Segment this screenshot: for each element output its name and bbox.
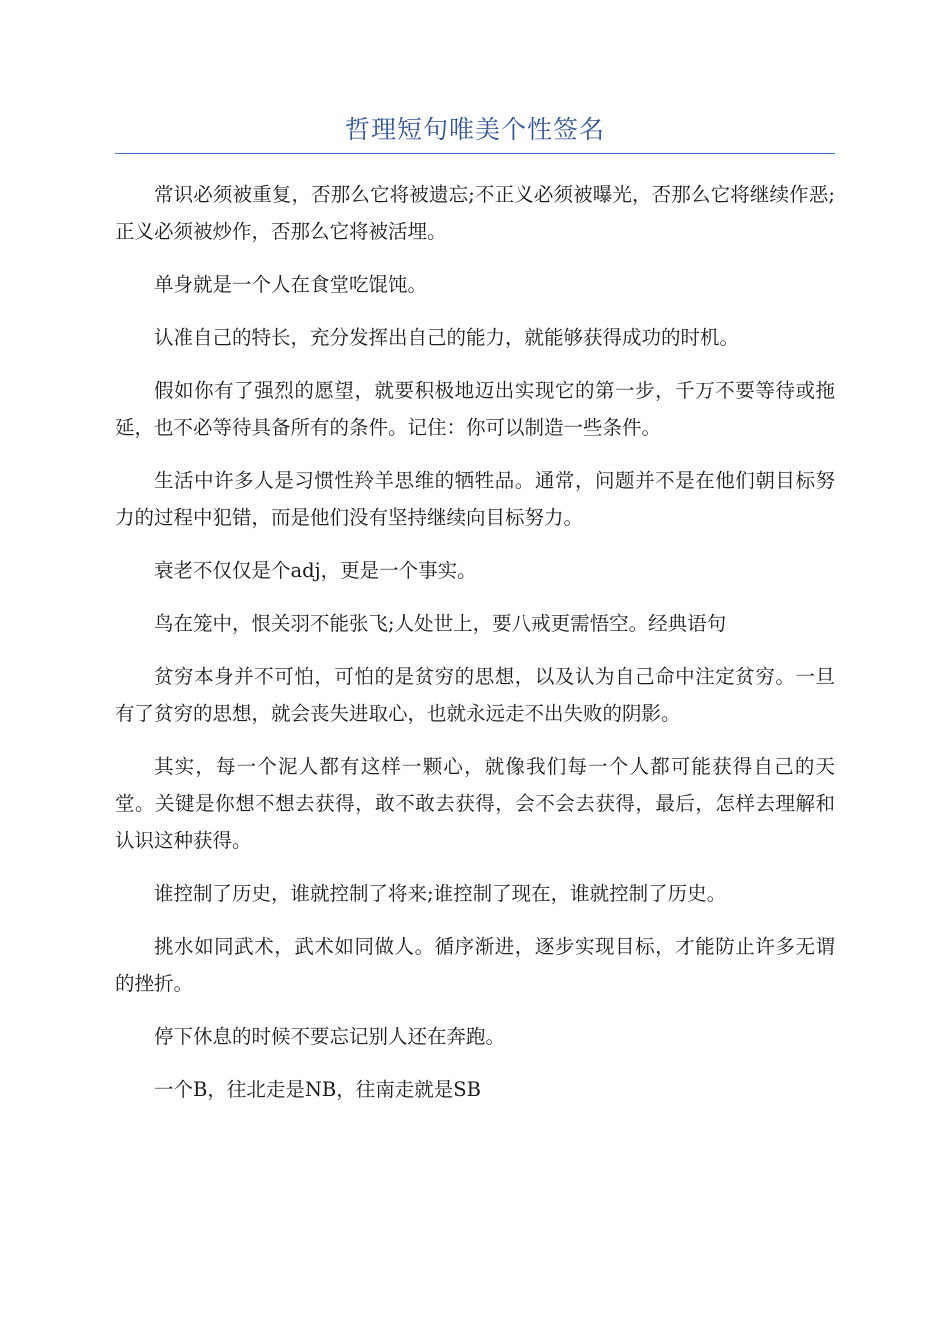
document-title: 哲理短句唯美个性签名 — [344, 115, 605, 144]
document-body — [115, 176, 835, 1124]
paragraph-11: 挑水如同武术，武术如同做人。循序渐进，逐步实现目标，才能防止许多无谓的挫折。 — [115, 935, 835, 995]
paragraph-13: 一个B，往北走是NB，往南走就是SB — [154, 1078, 481, 1101]
paragraph-6: 衰老不仅仅是个adj，更是一个事实。 — [154, 559, 477, 582]
paragraph-3: 认准自己的特长，充分发挥出自己的能力，就能够获得成功的时机。 — [154, 326, 740, 349]
paragraph-4: 假如你有了强烈的愿望，就要积极地迈出实现它的第一步，千万不要等待或拖延，也不必等待具备所有的条件。记住：你可以制造一些条件。 — [115, 379, 835, 439]
paragraph-5: 生活中许多人是习惯性羚羊思维的牺牲品。通常，问题并不是在他们朝目标努力的过程中犯错，而是他们没有坚持继续向目标努力。 — [115, 469, 835, 529]
paragraph-12: 停下休息的时候不要忘记别人还在奔跑。 — [154, 1025, 506, 1048]
paragraph-10: 谁控制了历史，谁就控制了将来;谁控制了现在，谁就控制了历史。 — [154, 882, 727, 905]
paragraph-2: 单身就是一个人在食堂吃馄饨。 — [154, 273, 428, 296]
title-underline — [115, 153, 835, 154]
paragraph-9: 其实，每一个泥人都有这样一颗心，就像我们每一个人都可能获得自己的天堂。关键是你想不想去获得，敢不敢去获得，会不会去获得，最后，怎样去理解和认识这种获得。 — [115, 755, 835, 852]
paragraph-7: 鸟在笼中，恨关羽不能张飞;人处世上，要八戒更需悟空。经典语句 — [154, 612, 727, 635]
paragraph-8: 贫穷本身并不可怕，可怕的是贫穷的思想，以及认为自己命中注定贫穷。一旦有了贫穷的思想，就会丧失进取心，也就永远走不出失败的阴影。 — [115, 665, 835, 725]
paragraph-1: 常识必须被重复，否那么它将被遗忘;不正义必须被曝光，否那么它将继续作恶;正义必须被炒作，否那么它将被活埋。 — [115, 183, 835, 243]
